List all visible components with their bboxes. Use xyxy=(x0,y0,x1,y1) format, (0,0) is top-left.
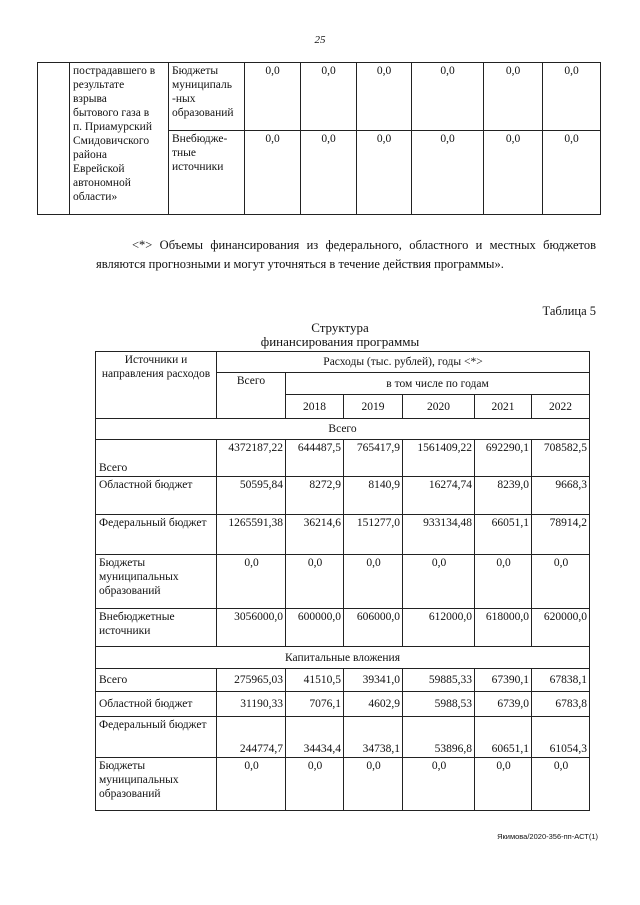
description-line: п. Приамурский xyxy=(73,121,152,133)
value-cell: 7076,1 xyxy=(286,692,344,717)
source-line: источники xyxy=(172,161,224,173)
section-row xyxy=(96,647,590,669)
row-label: Федеральный бюджет xyxy=(96,515,217,555)
value-cell: 0,0 xyxy=(301,131,357,215)
value-cell: 4372187,22 xyxy=(217,440,286,477)
description-line: результате xyxy=(73,79,125,91)
financing-structure-table xyxy=(95,351,590,811)
value-cell: 8272,9 xyxy=(286,477,344,515)
header-year: 2022 xyxy=(532,395,590,419)
value-cell: 41510,5 xyxy=(286,669,344,692)
description-line: области» xyxy=(73,191,118,203)
value-cell: 606000,0 xyxy=(344,609,403,647)
header-expenses: Расходы (тыс. рублей), годы <*> xyxy=(217,352,590,373)
source-line: Бюджеты xyxy=(172,65,219,77)
value-cell: 0,0 xyxy=(286,758,344,811)
header-total: Всего xyxy=(217,373,286,419)
source-cell xyxy=(169,63,245,131)
table-label: Таблица 5 xyxy=(542,304,596,318)
source-line: тные xyxy=(172,147,197,159)
description-line: бытового газа в xyxy=(73,107,150,119)
value-cell: 0,0 xyxy=(357,131,412,215)
value-cell: 0,0 xyxy=(301,63,357,131)
value-cell: 708582,5 xyxy=(532,440,590,477)
table-caption xyxy=(240,321,440,349)
caption-subtitle: финансирования программы xyxy=(260,334,420,349)
value-cell: 0,0 xyxy=(357,63,412,131)
value-cell: 0,0 xyxy=(403,555,475,609)
value-cell: 34434,4 xyxy=(286,717,344,758)
table-row xyxy=(96,758,590,811)
row-label: Бюджеты муниципальных образований xyxy=(96,555,217,609)
value-cell: 67838,1 xyxy=(532,669,590,692)
header-row xyxy=(96,352,590,373)
header-year: 2018 xyxy=(286,395,344,419)
row-label: Федеральный бюджет xyxy=(96,717,217,758)
value-cell: 66051,1 xyxy=(475,515,532,555)
value-cell: 644487,5 xyxy=(286,440,344,477)
source-line: Внебюдже- xyxy=(172,133,228,145)
value-cell: 39341,0 xyxy=(344,669,403,692)
value-cell: 6783,8 xyxy=(532,692,590,717)
table-row xyxy=(96,555,590,609)
value-cell: 933134,48 xyxy=(403,515,475,555)
header-year: 2021 xyxy=(475,395,532,419)
value-cell: 61054,3 xyxy=(532,717,590,758)
value-cell: 0,0 xyxy=(543,131,601,215)
footnote-paragraph xyxy=(96,236,596,274)
measure-description-cell xyxy=(70,63,169,215)
value-cell: 36214,6 xyxy=(286,515,344,555)
section-title: Капитальные вложения xyxy=(96,647,590,669)
value-cell: 8140,9 xyxy=(344,477,403,515)
value-cell: 692290,1 xyxy=(475,440,532,477)
header-sources: Источники и направления расходов xyxy=(96,352,217,419)
source-line: муниципаль xyxy=(172,79,232,91)
value-cell: 151277,0 xyxy=(344,515,403,555)
row-label: Бюджеты муниципальных образований xyxy=(96,758,217,811)
value-cell: 53896,8 xyxy=(403,717,475,758)
table-row xyxy=(96,669,590,692)
description-line: автономной xyxy=(73,177,131,189)
value-cell: 0,0 xyxy=(403,758,475,811)
value-cell: 4602,9 xyxy=(344,692,403,717)
description-line: Смидовичского xyxy=(73,135,150,147)
caption-title: Структура xyxy=(311,320,369,335)
header-year: 2019 xyxy=(344,395,403,419)
page-number: 25 xyxy=(314,34,326,46)
value-cell: 0,0 xyxy=(484,63,543,131)
header-year: 2020 xyxy=(403,395,475,419)
value-cell: 6739,0 xyxy=(475,692,532,717)
description-line: Еврейской xyxy=(73,163,125,175)
table-row xyxy=(96,717,590,758)
section-title: Всего xyxy=(96,419,590,440)
source-line: -ных xyxy=(172,93,196,105)
value-cell: 0,0 xyxy=(344,555,403,609)
value-cell: 59885,33 xyxy=(403,669,475,692)
value-cell: 0,0 xyxy=(475,758,532,811)
description-line: района xyxy=(73,149,108,161)
footnote-text: <*> Объемы финансирования из федерального, областного и местных бюджетов являются прогнозными и могут уточняться в течение действия программы». xyxy=(96,238,596,271)
table-row xyxy=(96,440,590,477)
value-cell: 0,0 xyxy=(475,555,532,609)
description-line: взрыва xyxy=(73,93,107,105)
section-row xyxy=(96,419,590,440)
value-cell: 0,0 xyxy=(412,63,484,131)
value-cell: 600000,0 xyxy=(286,609,344,647)
value-cell: 0,0 xyxy=(412,131,484,215)
value-cell: 3056000,0 xyxy=(217,609,286,647)
table-row xyxy=(96,477,590,515)
value-cell: 0,0 xyxy=(532,758,590,811)
value-cell: 0,0 xyxy=(217,555,286,609)
source-line: образований xyxy=(172,107,234,119)
value-cell: 765417,9 xyxy=(344,440,403,477)
value-cell: 0,0 xyxy=(217,758,286,811)
header-incl: в том числе по годам xyxy=(286,373,590,395)
value-cell: 5988,53 xyxy=(403,692,475,717)
value-cell: 244774,7 xyxy=(217,717,286,758)
value-cell: 275965,03 xyxy=(217,669,286,692)
value-cell: 9668,3 xyxy=(532,477,590,515)
value-cell: 0,0 xyxy=(532,555,590,609)
value-cell: 0,0 xyxy=(344,758,403,811)
table-row xyxy=(38,63,601,131)
value-cell: 34738,1 xyxy=(344,717,403,758)
value-cell: 1265591,38 xyxy=(217,515,286,555)
blank-cell xyxy=(38,63,70,215)
row-label: Внебюджетные источники xyxy=(96,609,217,647)
value-cell: 8239,0 xyxy=(475,477,532,515)
value-cell: 50595,84 xyxy=(217,477,286,515)
row-label: Областной бюджет xyxy=(96,477,217,515)
value-cell: 1561409,22 xyxy=(403,440,475,477)
value-cell: 0,0 xyxy=(245,63,301,131)
value-cell: 620000,0 xyxy=(532,609,590,647)
value-cell: 16274,74 xyxy=(403,477,475,515)
source-cell xyxy=(169,131,245,215)
document-footer: Якимова/2020-356-пп-АСТ(1) xyxy=(497,832,598,841)
value-cell: 0,0 xyxy=(543,63,601,131)
row-label: Областной бюджет xyxy=(96,692,217,717)
continuation-table xyxy=(37,62,601,215)
value-cell: 612000,0 xyxy=(403,609,475,647)
value-cell: 0,0 xyxy=(484,131,543,215)
row-label: Всего xyxy=(96,440,217,477)
row-label: Всего xyxy=(96,669,217,692)
value-cell: 67390,1 xyxy=(475,669,532,692)
table-row xyxy=(96,692,590,717)
value-cell: 31190,33 xyxy=(217,692,286,717)
value-cell: 618000,0 xyxy=(475,609,532,647)
value-cell: 60651,1 xyxy=(475,717,532,758)
table-row xyxy=(96,609,590,647)
table-row xyxy=(96,515,590,555)
value-cell: 0,0 xyxy=(245,131,301,215)
value-cell: 78914,2 xyxy=(532,515,590,555)
description-line: пострадавшего в xyxy=(73,65,156,77)
value-cell: 0,0 xyxy=(286,555,344,609)
